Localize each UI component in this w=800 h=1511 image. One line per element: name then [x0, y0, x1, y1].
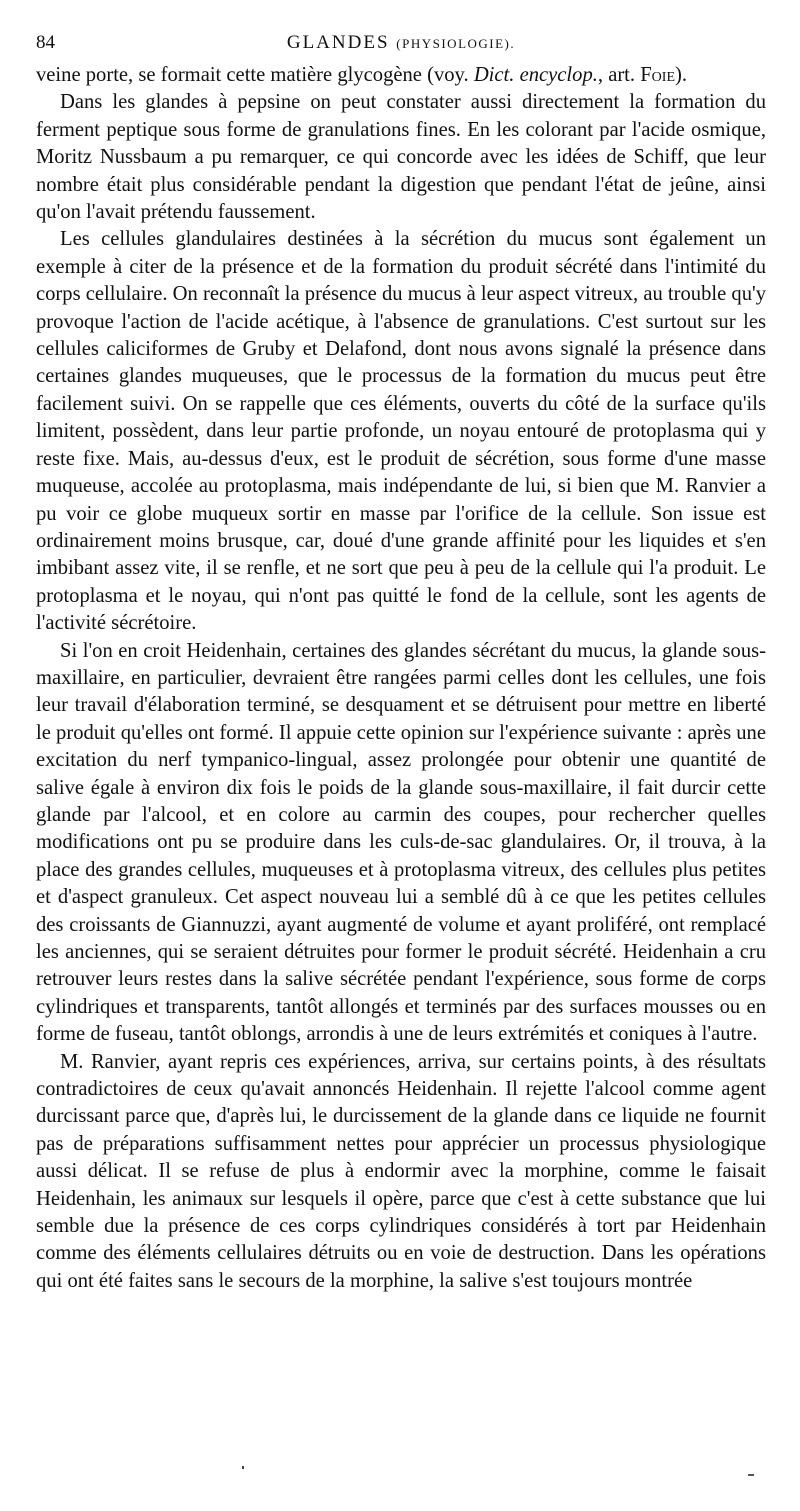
- paragraph-text: Les cellules glandulaires destinées à la sécrétion du mucus sont également un exemple à citer de la présence et de la formation du produit sécrété dans l'intimité du corps cellulaire. On reconnaît la présence du mucus à leur aspect vitreux, au trouble qu'y provoque l'action de l'acide acétique, à l'absence de granulations. C'est surtout sur les cellules caliciformes de Gruby et Delafond, dont nous avons signalé la présence dans certaines glandes muqueuses, que le processus de la formation du mucus peut être facilement suivi. On se rappelle que ces éléments, ouverts du côté de la surface qu'ils limitent, possèdent, dans leur partie profonde, un noyau entouré de protoplasma qui y reste fixe. Mais, au-dessus d'eux, est le produit de sécrétion, sous forme d'une masse muqueuse, accolée au protoplasma, mais indépendante de lui, si bien que M. Ranvier a pu voir ce globe muqueux sortir en masse par l'orifice de la cellule. Son issue est ordinairement moins brusque, car, doué d'une grande affinité pour les liquides et s'en imbibant assez vite, il se renfle, et ne sort que peu à peu de la cellule qui l'a produit. Le protoplasma et le noyau, qui n'ont pas quitté le fond de la cellule, sont les agents de l'activité sécrétoire.: [36, 228, 766, 635]
- running-title-sub: (PHYSIOLOGIE).: [396, 36, 516, 51]
- paragraph: [36, 226, 766, 637]
- running-title: [36, 30, 766, 57]
- paragraph-text: Si l'on en croit Heidenhain, certaines des glandes sécrétant du mucus, la glande sous-maxillaire, en particulier, devraient être rangées parmi celles dont les cellules, une fois leur travail d'élaboration terminé, se desquament et se détruisent pour mettre en liberté le produit qu'elles ont formé. Il appuie cette opinion sur l'expérience suivante : après une excitation du nerf tympanico-lingual, assez prolongée pour obtenir une quantité de salive égale à environ dix fois le poids de la glande sous-maxillaire, il fait durcir cette glande par l'alcool, et en colore au carmin des coupes, pour rechercher quelles modifications ont pu se produire dans les culs-de-sac glandulaires. Or, il trouva, à la place des grandes cellules, muqueuses et à protoplasma vitreux, des cellules plus petites et d'aspect granuleux. Cet aspect nouveau lui a semblé dû à ce que les petites cellules des croissants de Giannuzzi, ayant augmenté de volume et ayant proliféré, ont remplacé les anciennes, qui se seraient détruites pour former le produit sécrété. Heidenhain a cru retrouver leurs restes dans la salive sécrétée pendant l'expérience, sous forme de corps cylindriques et transparents, tantôt allongés et terminés par des surfaces mousses ou en forme de fuseau, tantôt oblongs, arrondis à une de leurs extrémités et coniques à l'autre.: [36, 639, 766, 1046]
- paragraph-text: ).: [675, 64, 688, 86]
- paragraph: [36, 638, 766, 1049]
- paragraph: [36, 1049, 766, 1296]
- paragraph-text: , art.: [597, 64, 641, 86]
- body-text: [36, 62, 766, 1295]
- paragraph-text: Dans les glandes à pepsine on peut constater aussi directement la formation du ferment peptique sous forme de granulations fines. En les colorant par l'acide osmique, Moritz Nussbaum a pu remarquer, ce qui concorde avec les idées de Schiff, que leur nombre était plus considérable pendant la digestion que pendant l'état de jeûne, ainsi qu'on l'avait prétendu faussement.: [36, 91, 766, 224]
- paragraph-text: veine porte, se formait cette matière glycogène (voy.: [36, 64, 474, 86]
- print-speck: [748, 1474, 754, 1476]
- page-header: [36, 30, 766, 56]
- small-caps-text: Foie: [640, 64, 675, 86]
- running-title-main: GLANDES: [286, 32, 390, 53]
- page-number: 84: [36, 32, 55, 53]
- italic-text: Dict. encyclop.: [473, 64, 598, 86]
- paragraph-text: M. Ranvier, ayant repris ces expériences, arriva, sur certains points, à des résultats contradictoires de ceux qu'avait annoncés Heidenhain. Il rejette l'alcool comme agent durcissant parce que, d'après lui, le durcissement de la glande dans ce liquide ne fournit pas de préparations suffisamment nettes pour apprécier un processus physiologique aussi délicat. Il se refuse de plus à endormir avec la morphine, comme le faisait Heidenhain, les animaux sur lesquels il opère, parce que c'est à cette substance que lui semble due la présence de ces corps cylindriques considérés à tort par Heidenhain comme des éléments cellulaires détruits ou en voie de destruction. Dans les opérations qui ont été faites sans le secours de la morphine, la salive s'est toujours montrée: [36, 1050, 766, 1292]
- paragraph: [36, 62, 766, 89]
- paragraph: [36, 89, 766, 226]
- print-speck: [242, 1466, 244, 1469]
